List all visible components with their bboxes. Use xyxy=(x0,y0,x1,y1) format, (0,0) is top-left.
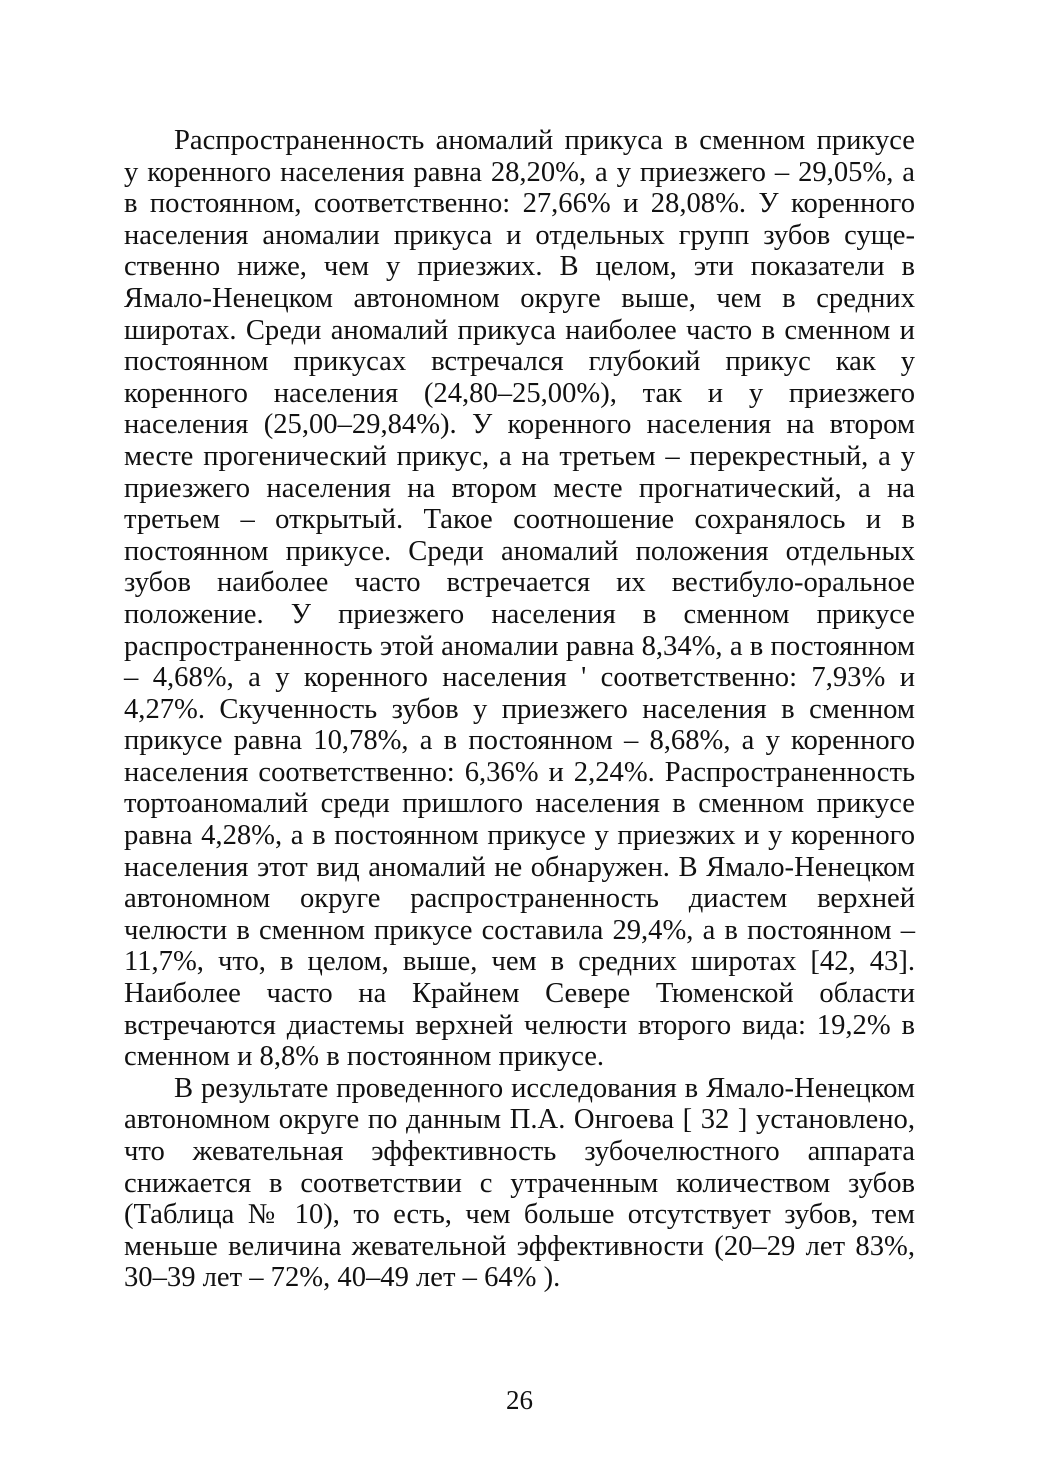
paragraph-malocclusion-prevalence: Распространенность аномалий прикуса в сменном прикусе у коренного населения равна 28,20%, а у приезжего – 29,05%, а в постоянном, соответственно: 27,66% и 28,08%. У коренного населения аномалии прикуса и отдельных групп зубов существенно ниже, чем у приезжих. В целом, эти показатели в Ямало-Ненецком автономном округе выше, чем в средних широтах. Среди аномалий прикуса наиболее часто в сменном и постоянном прикусах встречался глубокий прикус как у коренного населения (24,80–25,00%), так и у приезжего населения (25,00–29,84%). У коренного населения на втором месте прогенический прикус, а на третьем – перекрестный, а у приезжего населения на втором месте прогнатический, а на третьем – открытый. Такое соотношение сохранялось и в постоянном прикусе. Среди аномалий положения отдельных зубов наиболее часто встречается их вестибуло-оральное положение. У приезжего населения в сменном прикусе распространенность этой аномалии равна 8,34%, а в постоянном – 4,68%, а у коренного населения ' соответственно: 7,93% и 4,27%. Скученность зубов у приезжего населения в сменном прикусе равна 10,78%, а в постоянном – 8,68%, а у коренного населения соответственно: 6,36% и 2,24%. Распространенность тортоаномалий среди пришлого населения в сменном прикусе равна 4,28%, а в постоянном прикусе у приезжих и у коренного населения этот вид аномалий не обнаружен. В Ямало-Ненецком автономном округе распространенность диастем верхней челюсти в сменном прикусе составила 29,4%, а в постоянном – 11,7%, что, в целом, выше, чем в средних широтах [42, 43]. Наиболее часто на Крайнем Севере Тюменской области встречаются диастемы верхней челюсти второго вида: 19,2% в сменном и 8,8% в постоянном прикусе. xyxy=(124,125,915,1073)
page-number: 26 xyxy=(506,1385,533,1415)
paragraph-chewing-efficiency: В результате проведенного исследования в Ямало-Ненецком автономном округе по данным П.А. Онгоева [ 32 ] установлено, что жевательная эффективность зубочелюстного аппарата снижается в соответствии с утраченным количеством зубов (Таблица № 10), то есть, чем больше отсутствует зубов, тем меньше величина жевательной эффективности (20–29 лет 83%, 30–39 лет – 72%, 40–49 лет – 64% ). xyxy=(124,1072,915,1294)
body-text xyxy=(124,125,915,1294)
